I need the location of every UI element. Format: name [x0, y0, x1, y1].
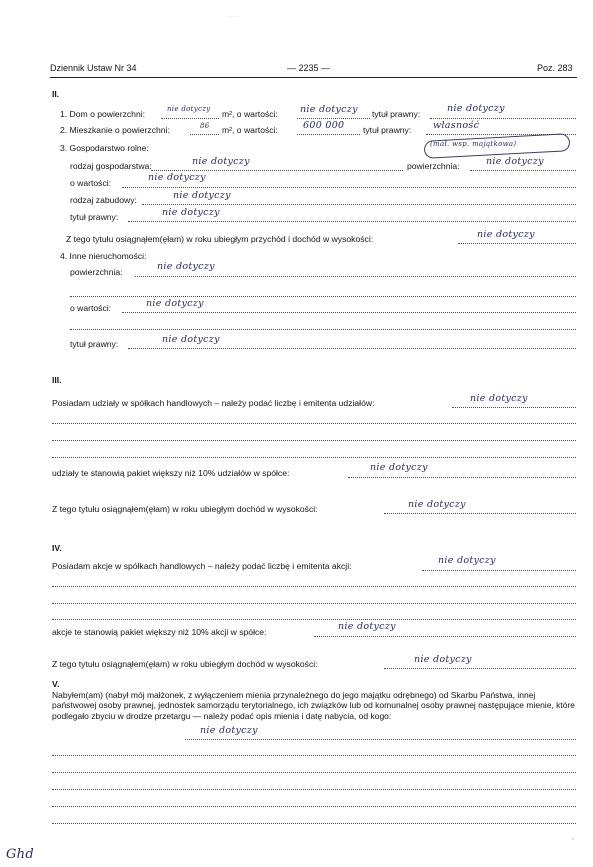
acquisition-field-4[interactable]: [52, 789, 576, 790]
shares-label: Posiadam udziały w spółkach handlowych – należy podać liczbę i emitenta udziałów:: [52, 398, 375, 408]
house-unit-label: m², o wartości:: [222, 109, 278, 119]
section-v-text: Nabyłem(am) (nabył mój małżonek, z wyłączeniem mienia przynależnego do jego majątku odrębnego) od Skarbu Państwa, innej państwowej osoby prawnej, jednostek samorządu terytorialnego, ich związków lub od komunalnej osoby prawnej następujące mienie, które podlegało zbyciu w drodze przetargu — należy podać opis mienia i datę nabycia, od kogo:: [52, 690, 576, 721]
shares-income-label: Z tego tytułu osiągnąłem(ęłam) w roku ubiegłym dochód w wysokości:: [52, 504, 318, 514]
farm-label: 3. Gospodarstwo rolne:: [60, 143, 149, 153]
farm-build-label: rodzaj zabudowy:: [70, 195, 137, 205]
shares-field[interactable]: [452, 407, 576, 408]
position-number: Poz. 283: [537, 63, 573, 73]
house-title-value: nie dotyczy: [447, 103, 505, 114]
acquisition-field-5[interactable]: [52, 806, 576, 807]
other-property-label: 4. Inne nieruchomości:: [60, 251, 147, 261]
shares-field-2[interactable]: [52, 423, 576, 424]
flat-area-label: 2. Mieszkanie o powierzchni:: [60, 125, 170, 135]
stocks-field[interactable]: [422, 570, 576, 571]
stocks-label: Posiadam akcje w spółkach handlowych – należy podać liczbę i emitenta akcji:: [52, 561, 352, 571]
flat-area-field[interactable]: [190, 134, 219, 135]
farm-area-value: nie dotyczy: [486, 156, 544, 167]
section-v-heading: V.: [52, 679, 60, 689]
farm-income-label: Z tego tytułu osiągnąłem(ęłam) w roku ubiegłym przychód i dochód w wysokości:: [66, 234, 374, 244]
house-area-label: 1. Dom o powierzchni:: [60, 109, 146, 119]
flat-title-value: własność: [433, 120, 480, 131]
corner-mark: *: [572, 838, 574, 844]
other-area-field-2[interactable]: [70, 296, 576, 297]
farm-build-value: nie dotyczy: [173, 190, 231, 201]
farm-income-value: nie dotyczy: [477, 229, 535, 240]
farm-kind-value: nie dotyczy: [192, 156, 250, 167]
stocks-field-4[interactable]: [52, 619, 576, 620]
section-ii-heading: II.: [52, 89, 60, 99]
gazette-title: Dziennik Ustaw Nr 34: [50, 63, 137, 73]
farm-title-field[interactable]: [128, 221, 576, 222]
flat-unit-label: m², o wartości:: [222, 125, 278, 135]
flat-value-field[interactable]: [297, 134, 360, 135]
stocks-field-2[interactable]: [52, 586, 576, 587]
farm-kind-label: rodzaj gospodarstwa:: [70, 161, 152, 171]
farm-title-label: tytuł prawny:: [70, 212, 119, 222]
shares-package-value: nie dotyczy: [370, 462, 428, 473]
house-area-field[interactable]: [161, 118, 219, 119]
shares-field-3[interactable]: [52, 440, 576, 441]
section-iv-heading: IV.: [52, 543, 62, 553]
other-area-value: nie dotyczy: [157, 261, 215, 272]
farm-value: nie dotyczy: [148, 172, 206, 183]
other-area-label: powierzchnia:: [70, 267, 123, 277]
farm-build-field[interactable]: [142, 204, 576, 205]
initials-signature: Ghd: [6, 847, 34, 862]
flat-area-value: 86: [200, 122, 210, 130]
acquisition-field-2[interactable]: [52, 755, 576, 756]
shares-income-value: nie dotyczy: [408, 499, 466, 510]
house-value: nie dotyczy: [300, 104, 358, 115]
section-iii-heading: III.: [52, 375, 62, 385]
acquisition-field-6[interactable]: [52, 823, 576, 824]
flat-title-label: tytuł prawny:: [363, 125, 412, 135]
house-title-label: tytuł prawny:: [372, 109, 421, 119]
farm-area-label: powierzchnia:: [407, 161, 460, 171]
shares-value: nie dotyczy: [470, 393, 528, 404]
other-title-field[interactable]: [128, 348, 576, 349]
stocks-package-field[interactable]: [314, 636, 576, 637]
stocks-income-field[interactable]: [384, 668, 576, 669]
acquisition-field[interactable]: [185, 739, 576, 740]
farm-value-field[interactable]: [122, 187, 576, 188]
stocks-income-value: nie dotyczy: [414, 654, 472, 665]
shares-package-label: udziały te stanowią pakiet większy niż 10% udziałów w spółce:: [52, 468, 290, 478]
scan-mark: · · · ·: [228, 14, 239, 20]
house-title-field[interactable]: [430, 118, 576, 119]
stocks-field-3[interactable]: [52, 603, 576, 604]
farm-income-field[interactable]: [458, 243, 576, 244]
other-value-field-2[interactable]: [70, 329, 576, 330]
house-value-field[interactable]: [297, 118, 370, 119]
header-rule: [50, 77, 577, 78]
stocks-value: nie dotyczy: [438, 555, 496, 566]
other-title-label: tytuł prawny:: [70, 339, 119, 349]
shares-field-4[interactable]: [52, 457, 576, 458]
acquisition-field-3[interactable]: [52, 772, 576, 773]
farm-note: (mał. wsp. majątkowa): [430, 140, 517, 148]
shares-package-field[interactable]: [348, 477, 576, 478]
farm-area-field[interactable]: [470, 170, 576, 171]
stocks-package-value: nie dotyczy: [338, 621, 396, 632]
other-value-label: o wartości:: [70, 303, 112, 313]
other-area-field[interactable]: [135, 276, 576, 277]
other-value: nie dotyczy: [146, 298, 204, 309]
other-title-value: nie dotyczy: [162, 334, 220, 345]
stocks-income-label: Z tego tytułu osiągnąłem(ęłam) w roku ubiegłym dochód w wysokości:: [52, 659, 318, 669]
shares-income-field[interactable]: [384, 513, 576, 514]
flat-value: 600 000: [303, 120, 345, 131]
other-value-field[interactable]: [122, 312, 576, 313]
house-area-value: nie dotyczy: [167, 105, 211, 113]
farm-kind-field[interactable]: [151, 170, 403, 171]
stocks-package-label: akcje te stanowią pakiet większy niż 10% akcji w spółce:: [52, 627, 267, 637]
farm-value-label: o wartości:: [70, 178, 112, 188]
acquisition-value: nie dotyczy: [200, 725, 258, 736]
page-number: — 2235 —: [287, 63, 331, 73]
farm-title-value: nie dotyczy: [162, 207, 220, 218]
